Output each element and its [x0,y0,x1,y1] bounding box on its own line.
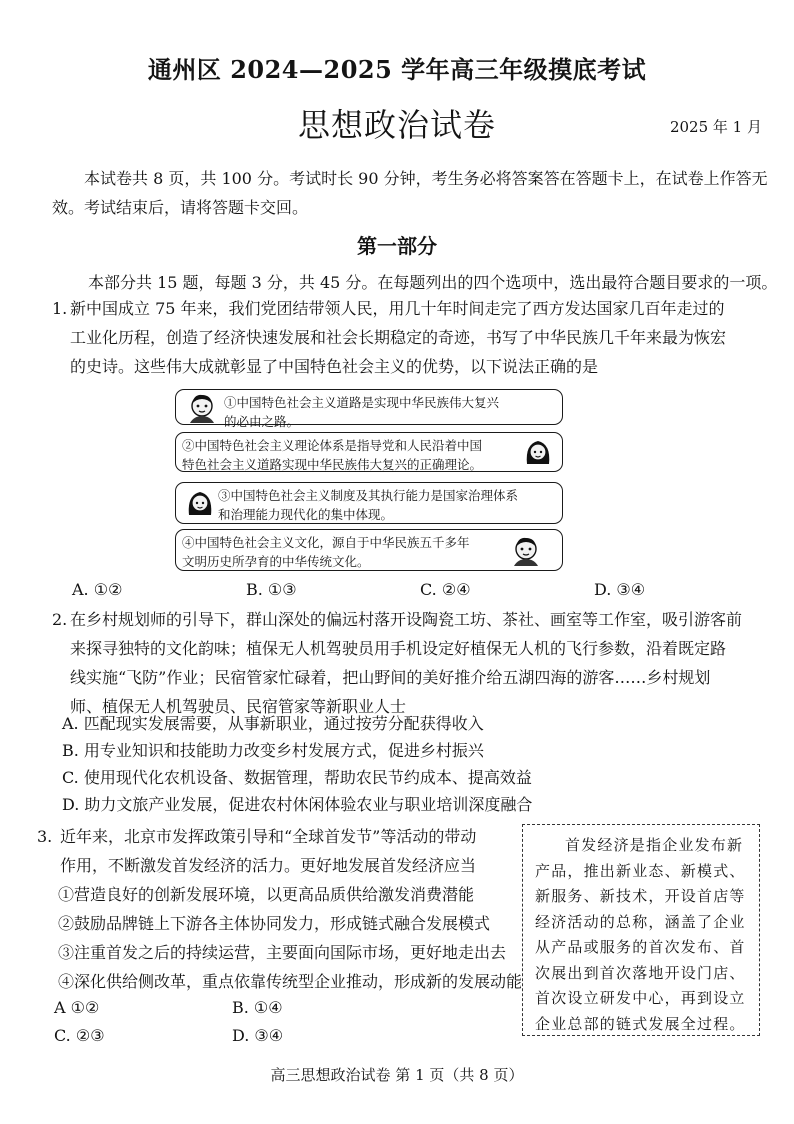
question-number: 3. [37,827,53,846]
statement-item: ③注重首发之后的持续运营，主要面向国际市场，更好地走出去 [58,943,507,962]
option-b[interactable]: B. ①④ [232,998,283,1017]
exam-date: 2025 年 1 月 [669,118,762,136]
option-a[interactable]: A. ①② [72,580,123,599]
option-b[interactable]: B. 用专业知识和技能助力改变乡村发展方式，促进乡村振兴 [62,741,484,760]
woman-avatar-icon [184,487,216,519]
page-footer: 高三思想政治试卷 第 1 页（共 8 页） [270,1066,524,1084]
option-c[interactable]: C. 使用现代化农机设备、数据管理，帮助农民节约成本、提高效益 [62,768,532,787]
statement-bubble-4 [175,529,563,571]
statement-line: ③中国特色社会主义制度及其执行能力是国家治理体系 [218,488,519,503]
section-description: 本部分共 15 题，每题 3 分，共 45 分。在每题列出的四个选项中，选出最符合题目要求的一项。 [88,273,778,292]
option-b[interactable]: B. ①③ [246,580,297,599]
option-d[interactable]: D. ③④ [232,1026,284,1045]
option-c[interactable]: C. ②④ [420,580,471,599]
option-d[interactable]: D. ③④ [594,580,646,599]
option-a[interactable]: A ①② [54,998,100,1017]
statement-item: ④深化供给侧改革，重点依靠传统型企业推动，形成新的发展动能 [58,972,523,991]
definition-note-box: 首发经济是指企业发布新产品，推出新业态、新模式、新服务、新技术，开设首店等经济活动的总称，涵盖了企业从产品或服务的首次发布、首次展出到首次落地开设门店、首次设立研发中心，再到设立企业总部的链式发展全过程。 [522,824,760,1036]
statement-bubble-3 [175,482,563,524]
question-text: 师、植保无人机驾驶员、民宿管家等新职业人士 [70,697,407,716]
statement-bubble-2 [175,432,563,472]
statement-line: ①中国特色社会主义道路是实现中华民族伟大复兴 [224,395,500,410]
statement-line: 文明历史所孕育的中华传统文化。 [182,554,370,569]
man-avatar-icon [510,534,542,566]
option-d[interactable]: D. 助力文旅产业发展，促进农村休闲体验农业与职业培训深度融合 [62,795,533,814]
statement-bubble-1 [175,389,563,429]
statement-line: 和治理能力现代化的集中体现。 [218,507,394,522]
question-text: 在乡村规划师的引导下，群山深处的偏远村落开设陶瓷工坊、茶社、画室等工作室，吸引游客前 [70,610,743,629]
question-text: 的史诗。这些伟大成就彰显了中国特色社会主义的优势，以下说法正确的是 [70,357,599,376]
exam-notice: 本试卷共 8 页，共 100 分。考试时长 90 分钟，考生务必将答案答在答题卡上，在试卷上作答无效。考试结束后，请将答题卡交回。 [52,169,768,217]
woman-avatar-icon [522,436,554,468]
question-1 [52,294,782,381]
exam-subtitle: 思想政治试卷 [297,106,496,144]
question-text: 工业化历程，创造了经济快速发展和社会长期稳定的奇迹，书写了中华民族几千年来最为恢宏 [70,328,727,347]
statement-item: ②鼓励品牌链上下游各主体协同发力，形成链式融合发展模式 [58,914,491,933]
question-text: 作用，不断激发首发经济的活力。更好地发展首发经济应当 [60,856,477,875]
statement-line: 特色社会主义道路实现中华民族伟大复兴的正确理论。 [182,457,483,472]
statement-line: 的必由之路。 [224,414,300,429]
question-3 [37,822,523,996]
question-number: 2. [52,610,68,629]
option-a[interactable]: A. 匹配现实发展需要，从事新职业，通过按劳分配获得收入 [62,714,484,733]
option-c[interactable]: C. ②③ [54,1026,105,1045]
statement-line: ④中国特色社会主义文化，源自于中华民族五千多年 [182,535,470,550]
question-text: 新中国成立 75 年来，我们党团结带领人民，用几十年时间走完了西方发达国家几百年走过的 [70,299,725,318]
question-number: 1. [52,299,68,318]
section-title: 第一部分 [357,234,437,258]
statement-item: ①营造良好的创新发展环境，以更高品质供给激发消费潜能 [58,885,475,904]
statement-line: ②中国特色社会主义理论体系是指导党和人民沿着中国 [182,438,483,453]
question-text: 线实施“飞防”作业；民宿管家忙碌着，把山野间的美好推介给五湖四海的游客……乡村规划 [70,668,711,687]
question-text: 近年来，北京市发挥政策引导和“全球首发节”等活动的带动 [60,827,477,846]
man-avatar-icon [186,391,218,423]
question-text: 来探寻独特的文化韵味；植保无人机驾驶员用手机设定好植保无人机的飞行参数，沿着既定路 [70,639,727,658]
question-2 [52,605,782,721]
exam-title: 通州区 2024—2025 学年高三年级摸底考试 [147,55,647,84]
